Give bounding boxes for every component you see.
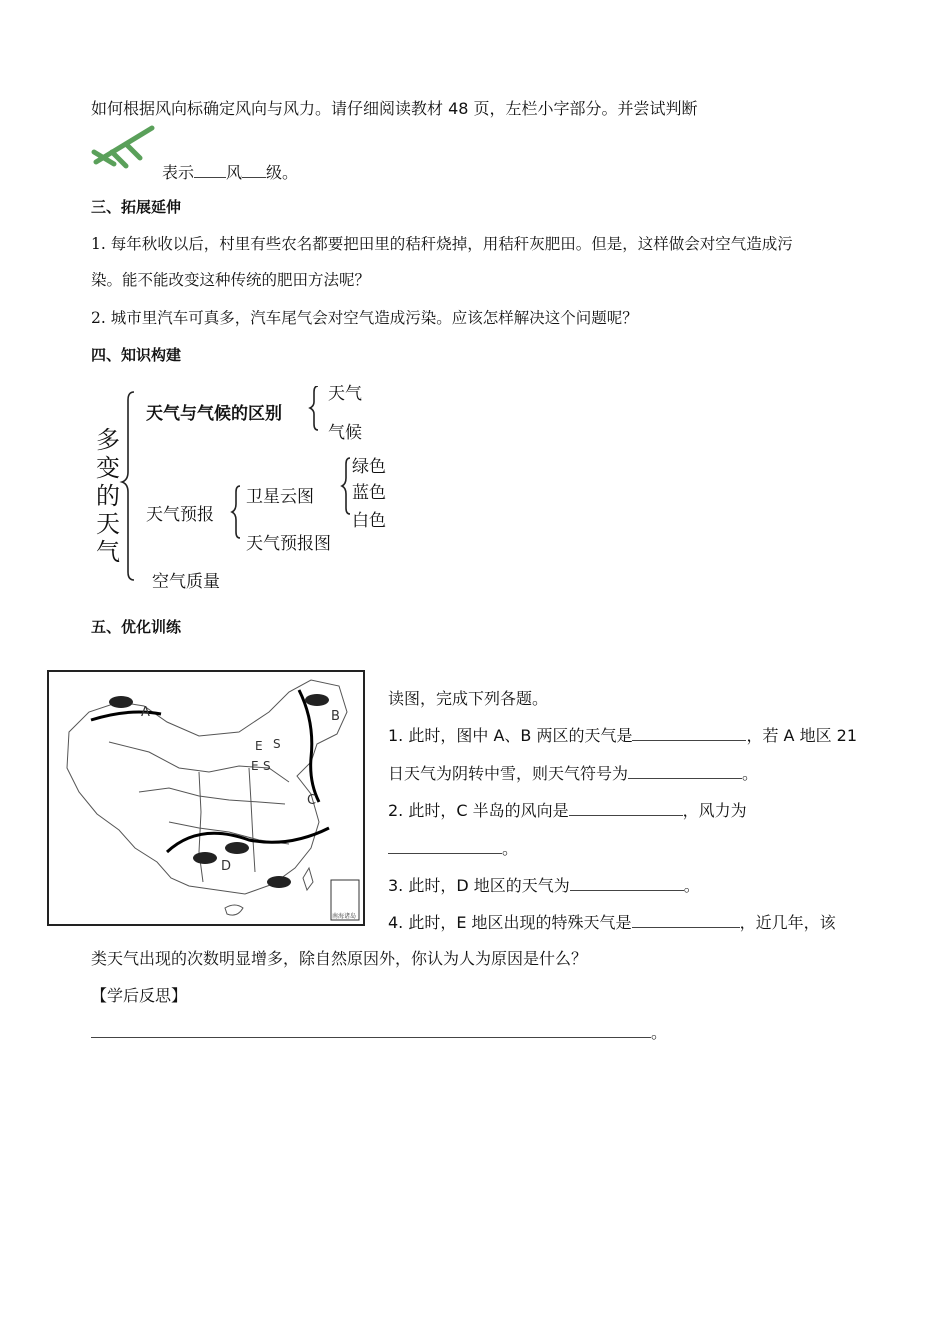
weather-map bbox=[47, 670, 365, 926]
q3-period: 。 bbox=[683, 876, 700, 895]
reflection-heading: 【学后反思】 bbox=[91, 986, 188, 1005]
section5-q1-line2 bbox=[388, 761, 758, 784]
map-label-e2: E bbox=[251, 759, 259, 773]
diagram-color-3: 白色 bbox=[352, 511, 386, 531]
q3-text: 3. 此时，D 地区的天气为 bbox=[388, 876, 570, 895]
map-label-e1: E bbox=[255, 739, 263, 753]
section4-heading: 四、知识构建 bbox=[91, 346, 182, 364]
q2-period: 。 bbox=[502, 839, 519, 858]
diagram-color-1: 绿色 bbox=[352, 457, 386, 477]
section3-q1-line1: 1. 每年秋收以后，村里有些农名都要把田里的秸秆烧掉，用秸秆灰肥田。但是，这样做会对空气造成污 bbox=[91, 235, 793, 253]
map-label-d: D bbox=[221, 859, 232, 874]
wind-vane-icon bbox=[90, 118, 160, 176]
map-label-c: C bbox=[307, 793, 317, 808]
diagram-branch2: 天气预报 bbox=[146, 505, 214, 525]
diagram-branch3: 空气质量 bbox=[152, 572, 220, 592]
q4-text-a: 4. 此时，E 地区出现的特殊天气是 bbox=[388, 913, 632, 932]
diagram-branch2-sub1: 卫星云图 bbox=[246, 487, 314, 507]
q1-blank-weather[interactable] bbox=[632, 725, 746, 741]
map-inset-label: 南海诸岛 bbox=[332, 913, 357, 920]
diagram-branch1-item-1: 天气 bbox=[328, 384, 362, 404]
q1-text-c: 日天气为阴转中雪，则天气符号为 bbox=[388, 764, 629, 783]
map-label-a: A bbox=[141, 705, 150, 720]
wind-suffix: 级。 bbox=[266, 163, 299, 182]
map-label-s1: S bbox=[273, 737, 281, 751]
reflection-period: 。 bbox=[651, 1023, 668, 1042]
q1-blank-symbol[interactable] bbox=[628, 763, 742, 779]
map-label-b: B bbox=[331, 709, 340, 724]
q2-blank-force[interactable] bbox=[388, 838, 502, 854]
reflection-blank[interactable] bbox=[91, 1022, 651, 1038]
china-map-outline bbox=[49, 672, 363, 924]
diagram-branch1: 天气与气候的区别 bbox=[146, 404, 282, 424]
section5-q1-line1 bbox=[388, 723, 857, 746]
q1-text-a: 1. 此时，图中 A、B 两区的天气是 bbox=[388, 726, 633, 745]
q2-blank-direction[interactable] bbox=[569, 800, 683, 816]
wind-mid: 风 bbox=[226, 163, 243, 182]
section3-q1-line2: 染。能不能改变这种传统的肥田方法呢？ bbox=[91, 271, 371, 289]
q4-text-b: ，近几年，该 bbox=[739, 913, 836, 932]
diagram-branch1-item-2: 气候 bbox=[328, 423, 362, 443]
q2-text-b: ，风力为 bbox=[682, 801, 747, 820]
wind-prefix: 表示 bbox=[162, 163, 195, 182]
section5-heading: 五、优化训练 bbox=[91, 618, 182, 636]
q1-text-b: ，若 A 地区 21 bbox=[746, 726, 858, 745]
q4-blank-special-weather[interactable] bbox=[632, 912, 740, 928]
diagram-branch2-sub2: 天气预报图 bbox=[246, 534, 331, 554]
reflection-line bbox=[91, 1020, 667, 1043]
intro-text: 如何根据风向标确定风向与风力。请仔细阅读教材 48 页，左栏小字部分。并尝试判断 bbox=[91, 99, 698, 118]
section5-q2-line1 bbox=[388, 798, 747, 821]
wind-level-blank[interactable] bbox=[242, 162, 266, 178]
diagram-color-2: 蓝色 bbox=[352, 483, 386, 503]
q1-period: 。 bbox=[742, 764, 759, 783]
section5-q3 bbox=[388, 873, 700, 896]
q2-text-a: 2. 此时，C 半岛的风向是 bbox=[388, 801, 569, 820]
q3-blank-weather[interactable] bbox=[570, 875, 684, 891]
section5-q4-line2: 类天气出现的次数明显增多，除自然原因外，你认为人为原因是什么？ bbox=[91, 949, 588, 968]
diagram-root: 多变的天气 bbox=[96, 426, 120, 566]
wind-answer-line bbox=[162, 160, 298, 183]
section5-q4-line1 bbox=[388, 910, 836, 933]
section5-lead: 读图，完成下列各题。 bbox=[388, 689, 549, 708]
wind-direction-blank[interactable] bbox=[194, 162, 226, 178]
map-label-s2: S bbox=[263, 759, 271, 773]
section5-q2-line2 bbox=[388, 836, 518, 859]
section3-heading: 三、拓展延伸 bbox=[91, 198, 182, 216]
section3-q2: 2. 城市里汽车可真多，汽车尾气会对空气造成污染。应该怎样解决这个问题呢？ bbox=[91, 309, 638, 327]
